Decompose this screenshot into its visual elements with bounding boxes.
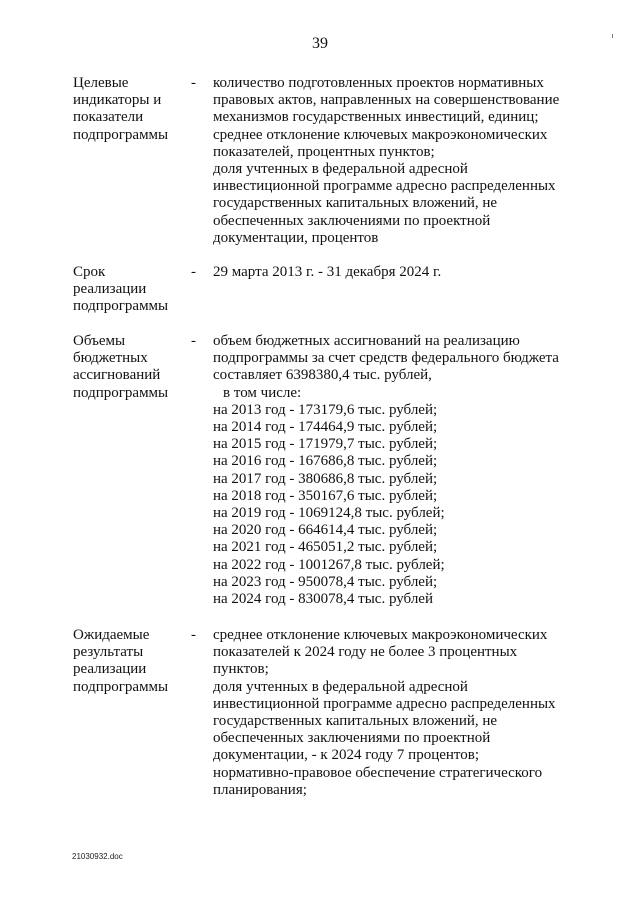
content-line: показателей к 2024 году не более 3 процентных — [213, 644, 518, 661]
content-line: 29 марта 2013 г. - 31 декабря 2024 г. — [213, 264, 442, 280]
budget-year-line: на 2013 год - 173179,6 тыс. рублей; — [213, 401, 438, 418]
label-line: реализации — [73, 281, 147, 298]
content-line: количество подготовленных проектов нормативных — [213, 75, 544, 91]
label-line: реализации — [73, 661, 147, 678]
budget-year-line: на 2015 год - 171979,7 тыс. рублей; — [213, 436, 438, 453]
budget-year-line: на 2023 год - 950078,4 тыс. рублей; — [213, 573, 438, 590]
label-line: результаты — [73, 644, 144, 661]
section-label — [73, 333, 183, 402]
budget-year-line: на 2020 год - 664614,4 тыс. рублей; — [213, 522, 438, 539]
budget-year-line: на 2016 год - 167686,8 тыс. рублей; — [213, 453, 438, 470]
content-line: доля учтенных в федеральной адресной — [213, 678, 468, 695]
section-content — [213, 627, 613, 799]
section-content — [213, 75, 613, 247]
dash: - — [191, 75, 196, 91]
section-label — [73, 627, 183, 696]
section-label — [73, 264, 183, 316]
label-line: показатели — [73, 109, 144, 126]
label-line: подпрограммы — [73, 126, 169, 143]
content-line: планирования; — [213, 781, 307, 798]
content-line: документации, - к 2024 году 7 процентов; — [213, 747, 480, 764]
dash: - — [191, 333, 196, 349]
budget-year-line: на 2018 год - 350167,6 тыс. рублей; — [213, 487, 438, 504]
label-line: Целевые — [73, 75, 129, 91]
content-line: государственных капитальных вложений, не — [213, 195, 498, 212]
content-line: подпрограммы за счет средств федерального бюджета — [213, 350, 559, 367]
content-line: среднее отклонение ключевых макроэкономических — [213, 627, 548, 643]
content-line: правовых актов, направленных на совершенствование — [213, 92, 560, 109]
dash: - — [191, 627, 196, 643]
content-line: составляет 6398380,4 тыс. рублей, — [213, 367, 432, 384]
content-line: государственных капитальных вложений, не — [213, 713, 498, 730]
label-line: индикаторы и — [73, 92, 162, 109]
budget-year-line: на 2014 год - 174464,9 тыс. рублей; — [213, 419, 438, 436]
footer-filename: 21030932.doc — [72, 852, 123, 861]
label-line: Ожидаемые — [73, 627, 150, 643]
content-line: инвестиционной программе адресно распределенных — [213, 695, 556, 712]
content-line: показателей, процентных пунктов; — [213, 143, 435, 160]
budget-year-line: на 2017 год - 380686,8 тыс. рублей; — [213, 470, 438, 487]
section-content — [213, 333, 613, 608]
content-line: объем бюджетных ассигнований на реализацию — [213, 333, 520, 349]
label-line: подпрограммы — [73, 678, 169, 695]
label-line: бюджетных — [73, 350, 148, 367]
page-number: 39 — [312, 35, 328, 52]
label-line: подпрограммы — [73, 384, 169, 401]
label-line: ассигнований — [73, 367, 161, 384]
content-line: обеспеченных заключениями по проектной — [213, 730, 491, 747]
section-label — [73, 75, 183, 144]
dash: - — [191, 264, 196, 280]
budget-year-line: на 2021 год - 465051,2 тыс. рублей; — [213, 539, 438, 556]
content-line: инвестиционной программе адресно распределенных — [213, 178, 556, 195]
content-line: обеспеченных заключениями по проектной — [213, 212, 491, 229]
section-content — [213, 264, 613, 281]
edge-mark — [612, 34, 613, 38]
content-line: среднее отклонение ключевых макроэкономических — [213, 126, 548, 143]
content-line: документации, процентов — [213, 229, 379, 246]
budget-year-line: на 2022 год - 1001267,8 тыс. рублей; — [213, 556, 445, 573]
content-line: в том числе: — [223, 384, 302, 401]
budget-year-line: на 2024 год - 830078,4 тыс. рублей — [213, 591, 433, 608]
label-line: Объемы — [73, 333, 126, 349]
label-line: подпрограммы — [73, 298, 169, 315]
label-line: Срок — [73, 264, 106, 280]
content-line: доля учтенных в федеральной адресной — [213, 161, 468, 178]
content-line: пунктов; — [213, 661, 269, 678]
content-line: нормативно-правовое обеспечение стратегического — [213, 764, 543, 781]
budget-year-line: на 2019 год - 1069124,8 тыс. рублей; — [213, 505, 445, 522]
content-line: механизмов государственных инвестиций, единиц; — [213, 109, 539, 126]
